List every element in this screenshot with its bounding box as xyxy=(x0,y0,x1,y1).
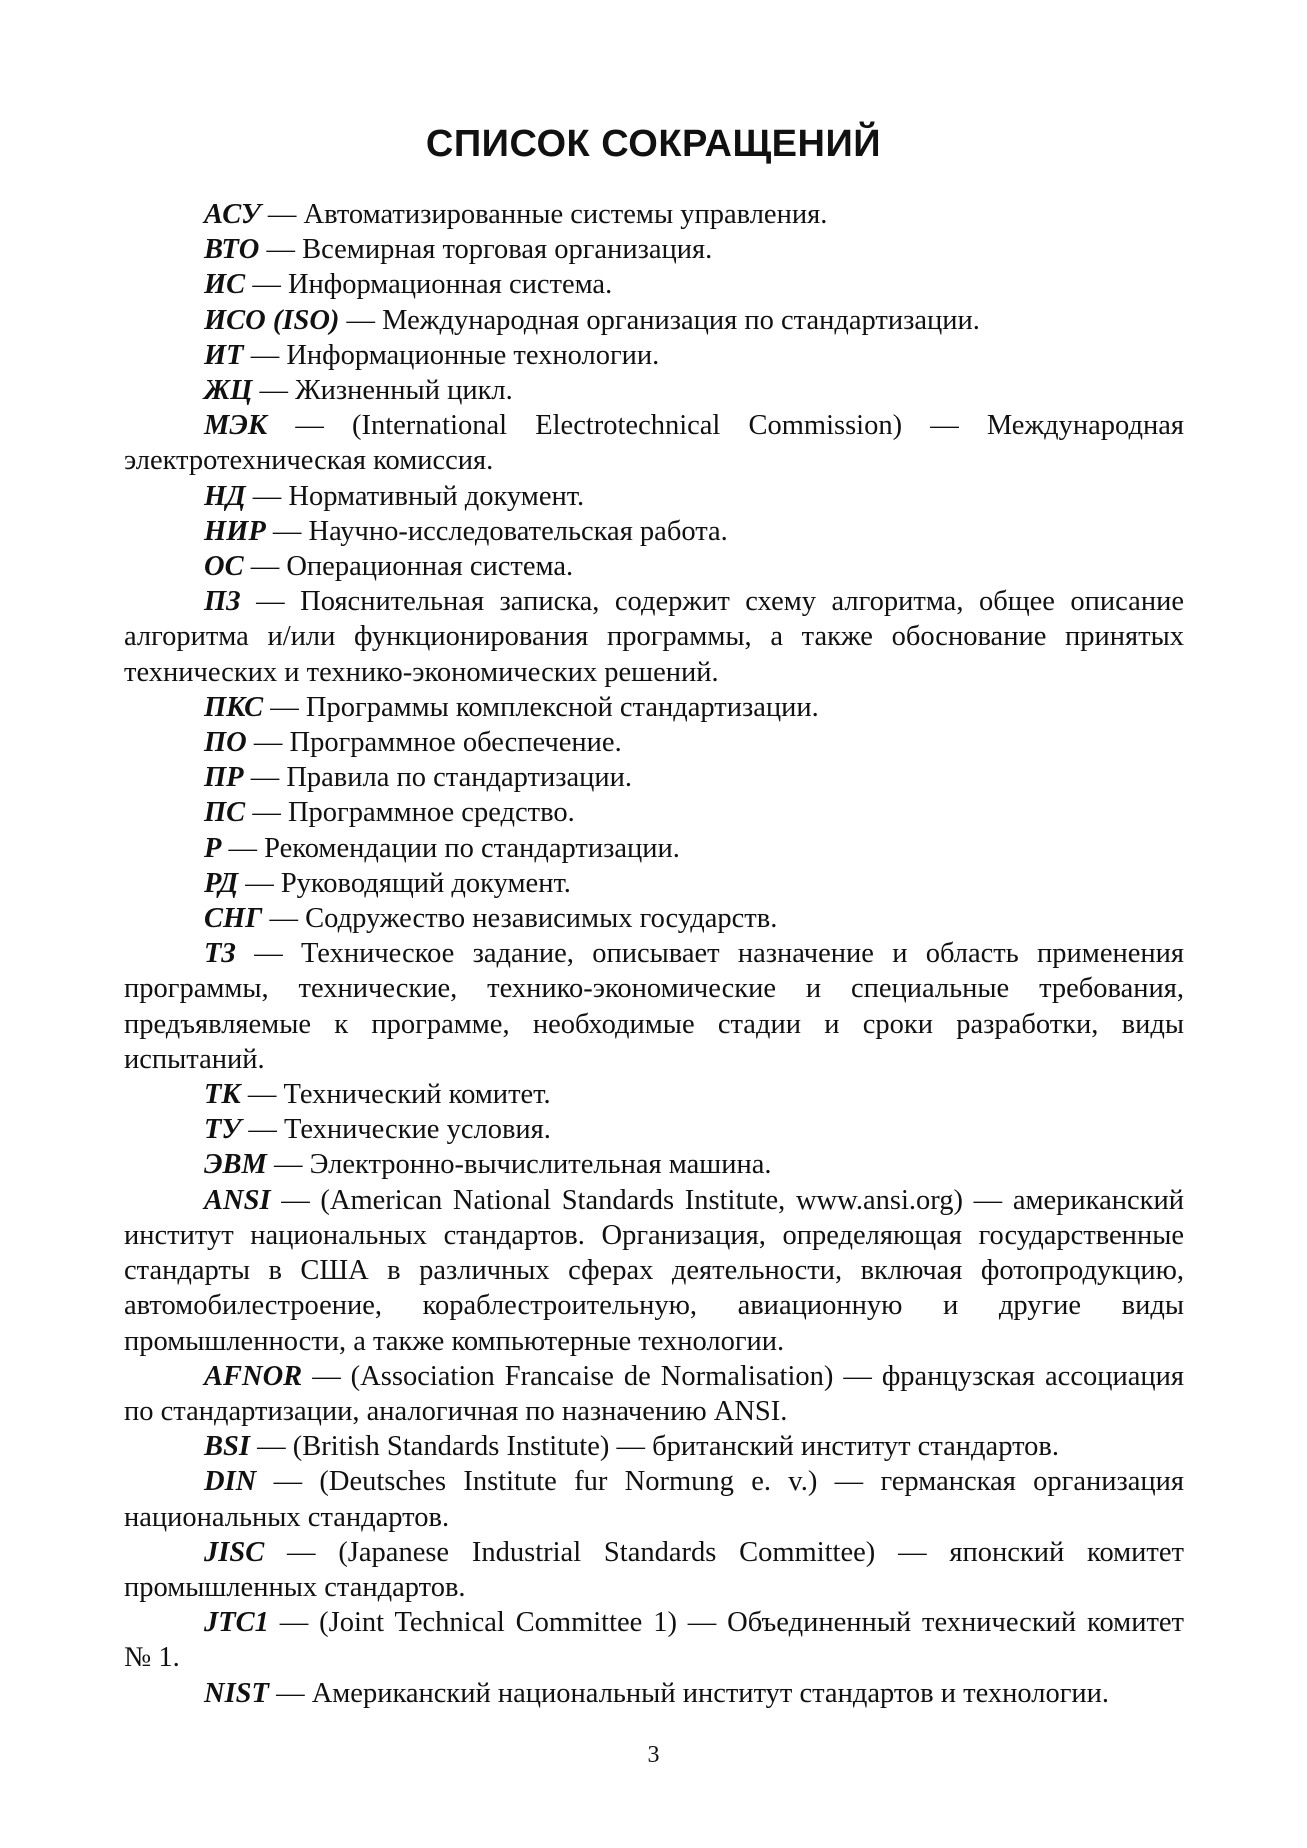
abbreviation-definition: — Программное обеспечение. xyxy=(246,727,622,759)
abbreviation-definition: — Технические условия. xyxy=(241,1114,551,1146)
abbreviation-definition: — (American National Standards Institute, www.ansi.org) — американский институт национальных стандартов. Организация, определяющая государственные стандарты в США в различных сферах деятельности, включая фотопродукцию, автомобилестроение, кораблестроительную, авиационную и другие виды промышленности, а также компьютерные технологии. xyxy=(124,1184,1184,1357)
abbreviation-term: JTC1 xyxy=(204,1607,269,1639)
abbreviation-entry xyxy=(124,1183,1184,1359)
abbreviation-entry xyxy=(124,1676,1184,1711)
abbreviation-definition: — Информационные технологии. xyxy=(243,339,660,371)
abbreviation-term: ПЗ xyxy=(204,586,241,618)
abbreviation-term: СНГ xyxy=(204,903,263,935)
abbreviation-entry xyxy=(124,514,1184,549)
abbreviation-definition: — (Association Francaise de Normalisation) — французская ассоциация по стандартизации, аналогичная по назначению ANSI. xyxy=(124,1360,1184,1427)
abbreviation-term: ПС xyxy=(204,797,246,829)
abbreviation-term: Р xyxy=(204,832,222,864)
abbreviation-term: ИСО (ISO) xyxy=(204,304,340,336)
abbreviation-definition: — Технический комитет. xyxy=(240,1079,551,1111)
abbreviation-entry xyxy=(124,901,1184,936)
abbreviation-definition: — Рекомендации по стандартизации. xyxy=(221,832,680,864)
abbreviation-definition: — Электронно-вычислительная машина. xyxy=(266,1149,772,1181)
abbreviation-term: ТУ xyxy=(204,1114,242,1146)
abbreviation-term: ТК xyxy=(204,1079,241,1111)
abbreviation-definition: — Техническое задание, описывает назначение и область применения программы, технические, технико-экономические и специальные требования, предъявляемые к программе, необходимые стадии и сроки разработки, виды испытаний. xyxy=(124,938,1184,1075)
abbreviation-term: НИР xyxy=(204,515,266,547)
abbreviation-definition: — Международная организация по стандартизации. xyxy=(339,304,980,336)
abbreviation-term: ИС xyxy=(204,269,246,301)
abbreviation-entry xyxy=(124,338,1184,373)
abbreviation-definition: — Научно-исследовательская работа. xyxy=(265,515,728,547)
abbreviation-entry xyxy=(124,303,1184,338)
abbreviation-definition: — Руководящий документ. xyxy=(238,867,571,899)
abbreviation-entry xyxy=(124,1429,1184,1464)
abbreviation-entry xyxy=(124,936,1184,1077)
abbreviation-term: РД xyxy=(204,867,239,899)
abbreviation-definition: — Американский национальный институт стандартов и технологии. xyxy=(268,1677,1110,1709)
abbreviation-entry xyxy=(124,267,1184,302)
page-number: 3 xyxy=(647,1742,660,1768)
abbreviation-term: ТЗ xyxy=(204,938,236,970)
abbreviation-term: JISC xyxy=(204,1536,265,1568)
abbreviation-list xyxy=(124,197,1184,1711)
abbreviation-entry xyxy=(124,760,1184,795)
abbreviation-entry xyxy=(124,1077,1184,1112)
abbreviation-entry xyxy=(124,549,1184,584)
abbreviation-term: ANSI xyxy=(204,1184,271,1216)
abbreviation-entry xyxy=(124,795,1184,830)
abbreviation-definition: — Правила по стандартизации. xyxy=(243,762,633,794)
abbreviation-term: DIN xyxy=(204,1466,257,1498)
abbreviation-entry xyxy=(124,1605,1184,1675)
abbreviation-entry xyxy=(124,479,1184,514)
abbreviation-term: ЖЦ xyxy=(204,375,253,407)
abbreviation-definition: — Информационная система. xyxy=(245,269,613,301)
abbreviation-entry xyxy=(124,866,1184,901)
abbreviation-entry xyxy=(124,1147,1184,1182)
abbreviation-term: ПО xyxy=(204,727,247,759)
abbreviation-term: МЭК xyxy=(204,410,268,442)
abbreviation-term: ЭВМ xyxy=(204,1149,267,1181)
abbreviation-entry xyxy=(124,1112,1184,1147)
abbreviation-definition: — Автоматизированные системы управления. xyxy=(260,199,828,230)
abbreviation-definition: — (International Electrotechnical Commission) — Международная электротехническая комиссия. xyxy=(124,410,1184,477)
abbreviation-definition: — Всемирная торговая организация. xyxy=(259,234,713,266)
abbreviation-definition: — (British Standards Institute) — британский институт стандартов. xyxy=(249,1431,1059,1463)
abbreviation-entry xyxy=(124,1535,1184,1605)
abbreviation-definition: — Программное средство. xyxy=(245,797,575,829)
abbreviation-term: ПР xyxy=(204,762,244,794)
abbreviation-definition: — (Japanese Industrial Standards Committee) — японский комитет промышленных стандартов. xyxy=(124,1536,1184,1603)
abbreviation-definition: — Содружество независимых государств. xyxy=(262,903,778,935)
abbreviation-term: NIST xyxy=(204,1677,269,1709)
abbreviation-entry xyxy=(124,197,1184,232)
abbreviation-definition: — Жизненный цикл. xyxy=(252,375,513,407)
abbreviation-term: ВТО xyxy=(204,234,260,266)
abbreviation-term: AFNOR xyxy=(204,1360,303,1392)
page-title: СПИСОК СОКРАЩЕНИЙ xyxy=(425,123,882,165)
abbreviation-term: ПКС xyxy=(204,691,264,723)
abbreviation-term: НД xyxy=(204,480,246,512)
abbreviation-definition: — (Joint Technical Committee 1) — Объединенный технический комитет № 1. xyxy=(124,1607,1184,1674)
abbreviation-term: ИТ xyxy=(204,339,244,371)
abbreviation-definition: — Операционная система. xyxy=(243,551,574,583)
abbreviation-entry xyxy=(124,690,1184,725)
abbreviation-term: BSI xyxy=(204,1431,250,1463)
abbreviation-entry xyxy=(124,232,1184,267)
abbreviation-entry xyxy=(124,373,1184,408)
abbreviation-entry xyxy=(124,584,1184,690)
abbreviation-entry xyxy=(124,725,1184,760)
abbreviation-entry xyxy=(124,831,1184,866)
abbreviation-definition: — (Deutsches Institute fur Normung e. v.) — германская организация национальных стандартов. xyxy=(124,1466,1184,1533)
abbreviation-definition: — Пояснительная записка, содержит схему алгоритма, общее описание алгоритма и/или функционирования программы, а также обоснование принятых технических и технико-экономических решений. xyxy=(124,586,1184,688)
abbreviation-definition: — Программы комплексной стандартизации. xyxy=(263,691,819,723)
abbreviation-term: АСУ xyxy=(204,199,261,230)
abbreviation-entry xyxy=(124,408,1184,478)
abbreviation-term: ОС xyxy=(204,551,244,583)
abbreviation-entry xyxy=(124,1464,1184,1534)
abbreviation-entry xyxy=(124,1359,1184,1429)
abbreviation-definition: — Нормативный документ. xyxy=(245,480,585,512)
